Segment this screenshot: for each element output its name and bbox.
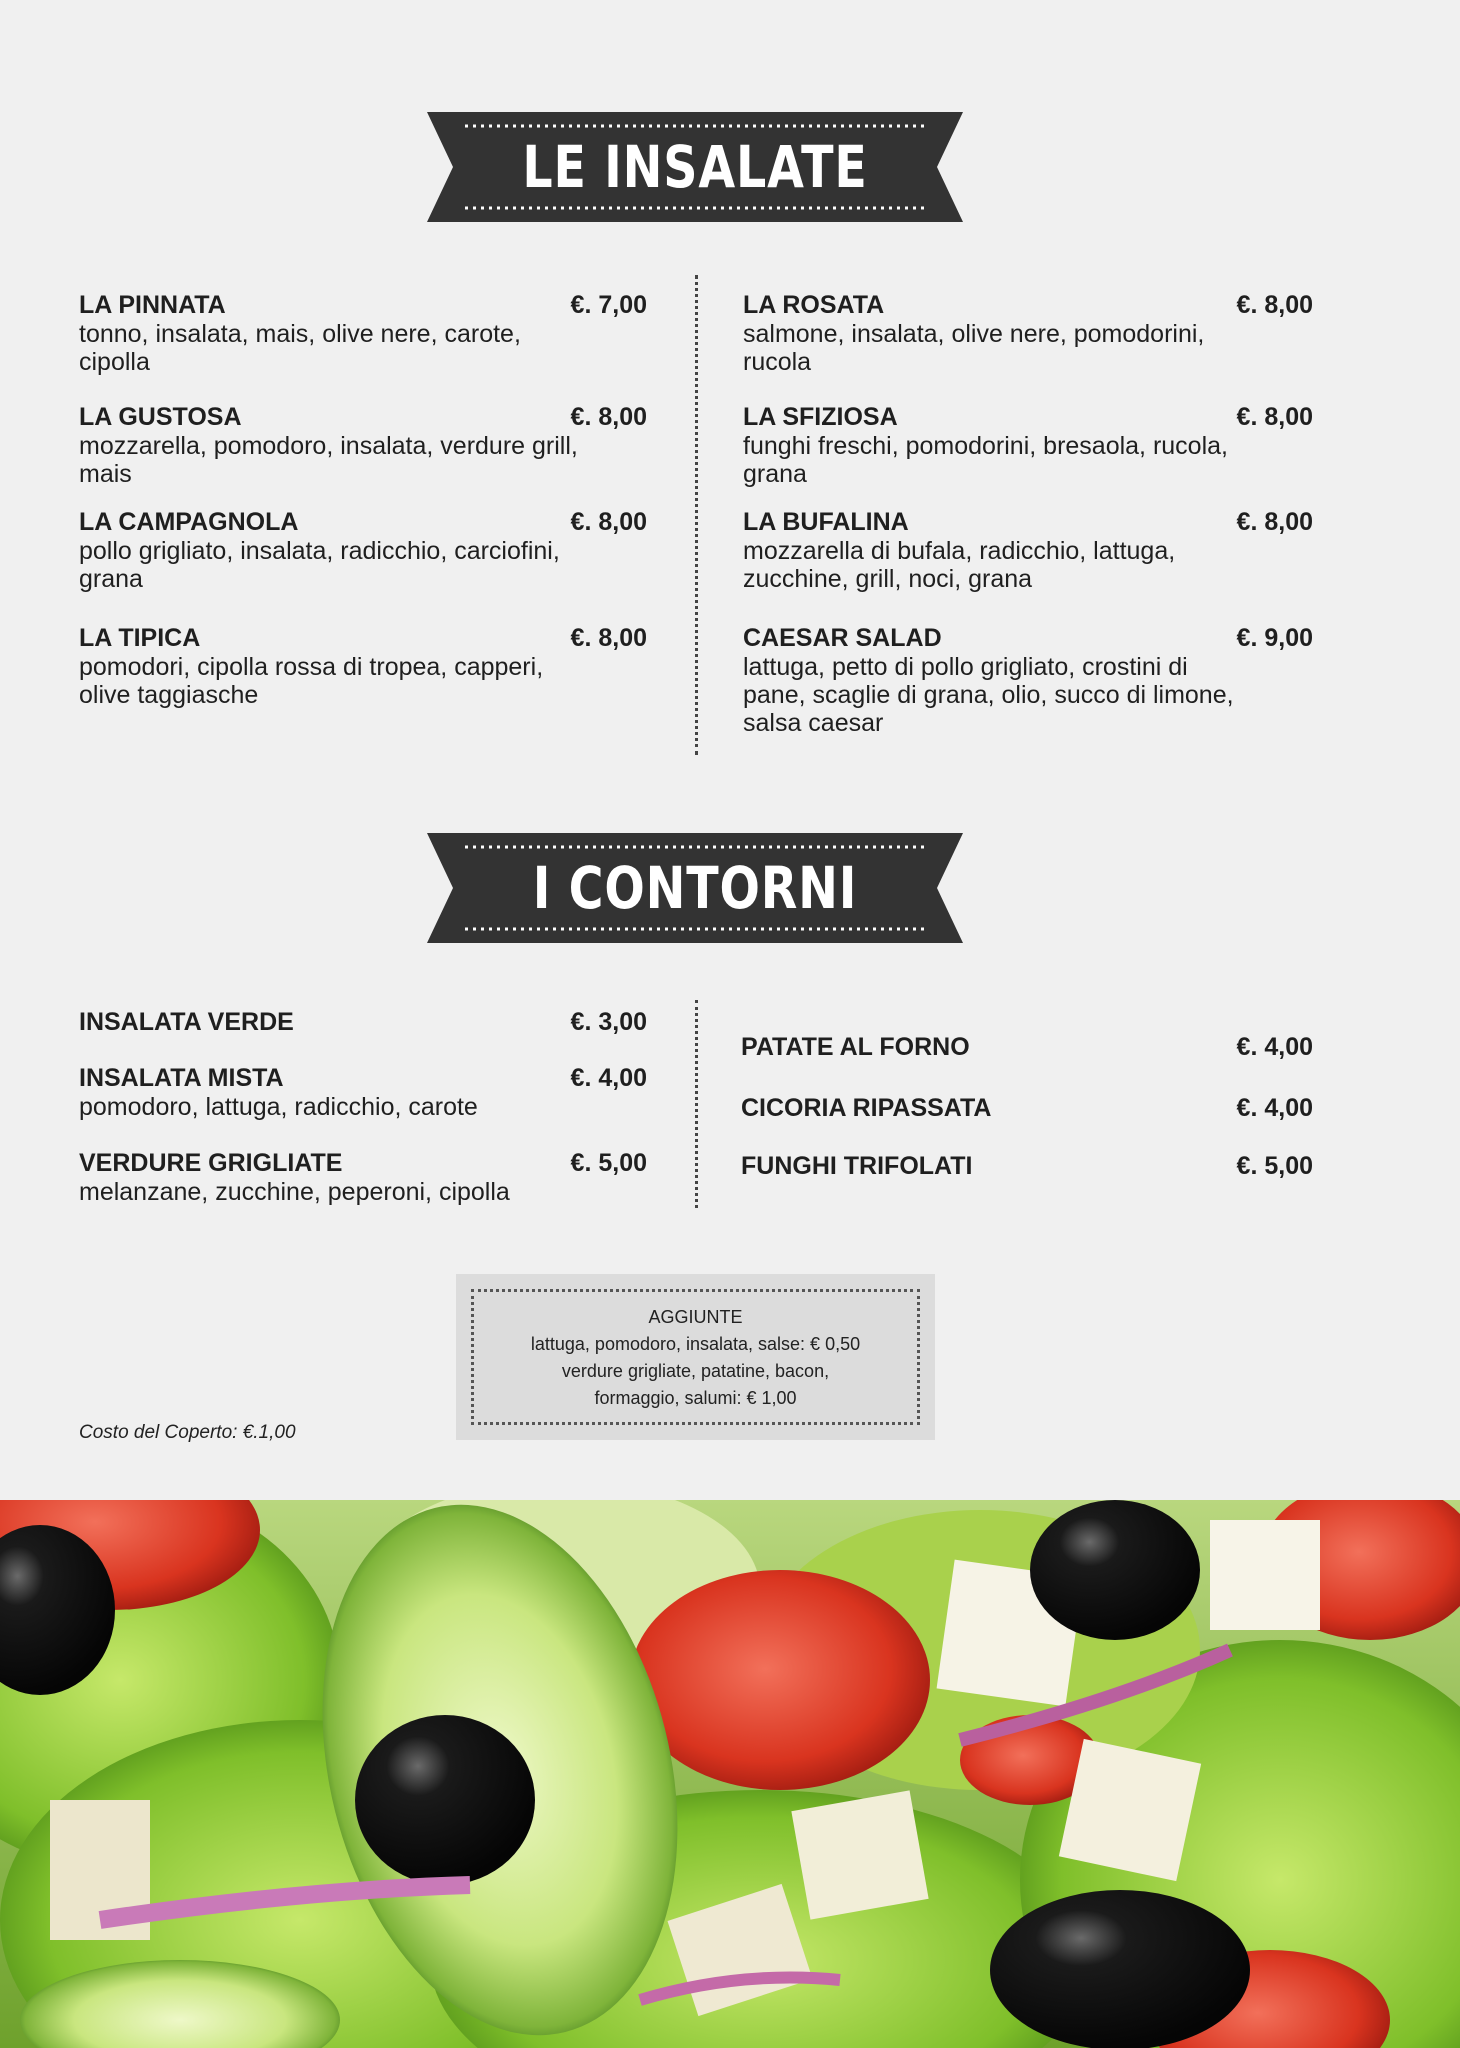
aggiunte-title: AGGIUNTE: [648, 1307, 743, 1327]
salad-illustration: [0, 1500, 1460, 2048]
item-name: LA TIPICA: [79, 624, 201, 652]
item-price: €. 8,00: [1236, 508, 1313, 536]
item-description: tonno, insalata, mais, olive nere, carote, cipolla: [79, 320, 521, 376]
item-name: FUNGHI TRIFOLATI: [741, 1152, 973, 1180]
contorni-right-column: [741, 1032, 1313, 1191]
item-name: LA BUFALINA: [743, 508, 909, 536]
menu-item: [79, 1148, 647, 1218]
item-description: mozzarella, pomodoro, insalata, verdure grill, mais: [79, 432, 578, 488]
item-name: LA ROSATA: [743, 291, 885, 319]
item-price: €. 4,00: [1236, 1033, 1313, 1061]
item-name: LA PINNATA: [79, 291, 226, 319]
menu-item: [743, 290, 1313, 402]
item-name: LA GUSTOSA: [79, 403, 242, 431]
insalate-left-column: [79, 290, 647, 723]
item-description: salmone, insalata, olive nere, pomodorini, rucola: [743, 320, 1205, 376]
aggiunte-line: verdure grigliate, patatine, bacon,: [561, 1361, 830, 1381]
menu-item: [79, 1063, 647, 1148]
item-description: lattuga, petto di pollo grigliato, crostini di pane, scaglie di grana, olio, succo di limone, salsa caesar: [743, 653, 1234, 737]
section-title-contorni: I CONTORNI: [532, 854, 858, 922]
section-title-insalate: LE INSALATE: [522, 133, 868, 201]
item-price: €. 7,00: [570, 291, 647, 319]
menu-item: [743, 402, 1313, 507]
item-name: CAESAR SALAD: [743, 624, 942, 652]
item-price: €. 8,00: [570, 624, 647, 652]
menu-item: [741, 1093, 1313, 1151]
item-price: €. 8,00: [1236, 403, 1313, 431]
item-price: €. 5,00: [570, 1149, 647, 1177]
banner-i-contorni: [427, 833, 963, 943]
menu-item: [79, 402, 647, 507]
item-name: VERDURE GRIGLIATE: [79, 1149, 343, 1177]
item-name: CICORIA RIPASSATA: [741, 1094, 992, 1122]
item-description: melanzane, zucchine, peperoni, cipolla: [79, 1178, 510, 1206]
item-price: €. 5,00: [1236, 1152, 1313, 1180]
item-name: PATATE AL FORNO: [741, 1033, 970, 1061]
aggiunte-box: [456, 1274, 935, 1440]
item-price: €. 8,00: [570, 403, 647, 431]
insalate-right-column: [743, 290, 1313, 743]
item-description: pomodoro, lattuga, radicchio, carote: [79, 1093, 478, 1121]
item-description: pomodori, cipolla rossa di tropea, capperi, olive taggiasche: [79, 653, 544, 709]
item-name: LA SFIZIOSA: [743, 403, 898, 431]
menu-item: [79, 507, 647, 623]
aggiunte-line: formaggio, salumi: € 1,00: [594, 1388, 797, 1408]
item-name: LA CAMPAGNOLA: [79, 508, 299, 536]
item-name: INSALATA MISTA: [79, 1064, 284, 1092]
item-price: €. 4,00: [570, 1064, 647, 1092]
cover-charge-note: Costo del Coperto: €.1,00: [79, 1422, 296, 1443]
aggiunte-line: lattuga, pomodoro, insalata, salse: € 0,50: [530, 1334, 861, 1354]
contorni-left-column: [79, 1007, 647, 1218]
menu-item: [79, 623, 647, 723]
menu-item: [743, 623, 1313, 743]
salad-photo: [0, 1500, 1460, 2048]
menu-item: [743, 507, 1313, 623]
aggiunte-frame: [471, 1289, 920, 1425]
menu-item: [741, 1151, 1313, 1191]
menu-item: [79, 1007, 647, 1063]
item-price: €. 4,00: [1236, 1094, 1313, 1122]
item-price: €. 3,00: [570, 1008, 647, 1036]
item-price: €. 9,00: [1236, 624, 1313, 652]
column-divider: [695, 275, 698, 755]
item-description: mozzarella di bufala, radicchio, lattuga, zucchine, grill, noci, grana: [743, 537, 1176, 593]
item-price: €. 8,00: [1236, 291, 1313, 319]
menu-item: [79, 290, 647, 402]
item-description: funghi freschi, pomodorini, bresaola, rucola, grana: [743, 432, 1228, 488]
column-divider: [695, 1000, 698, 1208]
menu-item: [741, 1032, 1313, 1093]
item-name: INSALATA VERDE: [79, 1008, 294, 1036]
item-price: €. 8,00: [570, 508, 647, 536]
item-description: pollo grigliato, insalata, radicchio, carciofini, grana: [79, 537, 560, 593]
banner-le-insalate: [427, 112, 963, 222]
